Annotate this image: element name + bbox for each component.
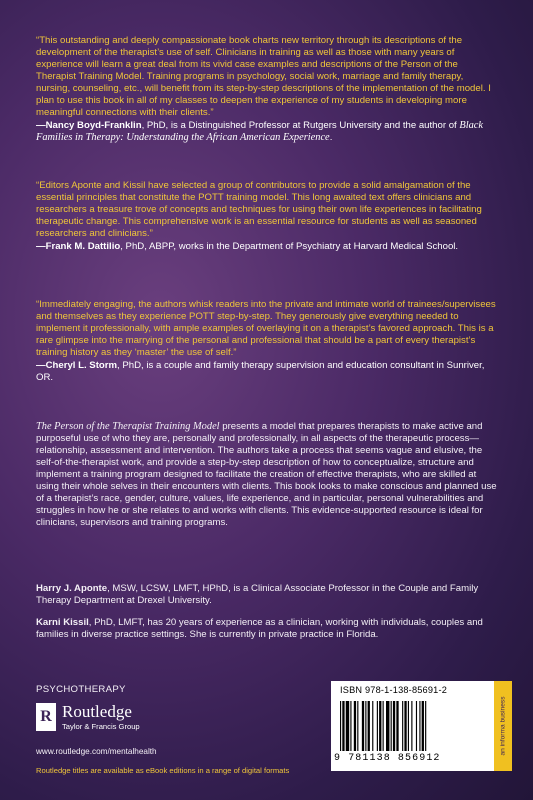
- publisher-logo: [36, 703, 276, 743]
- author-bio-2: [36, 617, 498, 641]
- informa-band: [494, 681, 512, 771]
- endorser-book-title: Black Families in Therapy: Understanding the African American Experience: [36, 120, 484, 143]
- author-text: , PhD, LMFT, has 20 years of experience as a clinician, working with individuals, couples and families in diverse practice settings. She is currently in private practice in Florida.: [36, 617, 483, 640]
- barcode-bar: [422, 701, 424, 751]
- author-text: , MSW, LCSW, LMFT, HPhD, is a Clinical Associate Professor in the Couple and Family Therapy Department at Drexel University.: [36, 583, 479, 606]
- routledge-mark-icon: R: [36, 703, 56, 731]
- endorser-name: —Cheryl L. Storm: [36, 360, 118, 371]
- author-name: Karni Kissil: [36, 617, 89, 628]
- author-bio-1: [36, 583, 498, 607]
- barcode-bar: [404, 701, 406, 751]
- barcode-bar: [386, 701, 389, 751]
- barcode-bar: [365, 701, 366, 751]
- endorser-tail: .: [329, 132, 333, 143]
- barcode-bar: [383, 701, 384, 751]
- publisher-url[interactable]: www.routledge.com/mentalhealth: [36, 747, 157, 756]
- endorsement-3: [36, 299, 498, 384]
- endorsement-quote: “This outstanding and deeply compassionate book charts new territory through its descriptions of the development of the therapist’s use of self. Clinicians in training as well as those with many years of experience will learn a great deal from its vivid case examples and descriptions of the Person of the Therapist Training Model. Training programs in psychology, social work, marriage and family therapy, nursing, counseling, etc., will benefit from its step-by-step descriptions of the implementation of the model. I plan to use this book in all of my classes to deepen the experience of my students in developing more meaningful connections with their clients.”: [36, 35, 491, 118]
- barcode-bar: [340, 701, 341, 751]
- endorsement-attribution: [36, 241, 498, 253]
- barcode-bar: [391, 701, 392, 751]
- endorsement-attribution: [36, 120, 498, 144]
- endorser-credentials: , PhD, ABPP, works in the Department of Psychiatry at Harvard Medical School.: [120, 241, 459, 252]
- book-title: The Person of the Therapist Training Model: [36, 421, 220, 432]
- endorser-credentials: , PhD, is a Distinguished Professor at Rutgers University and the author of: [141, 120, 460, 131]
- barcode-bar: [362, 701, 364, 751]
- barcode-bar: [357, 701, 358, 751]
- endorsement-quote: “Editors Aponte and Kissil have selected a group of contributors to provide a solid amalgamation of the essential principles that constitute the POTT training model. This long awaited text offers clinicians and researchers a treasure trove of concepts and techniques for using their own life experiences in facilitating therapeutic change. This comprehensive work is an essential resource for students as well as seasoned researchers and clinicians.”: [36, 180, 482, 239]
- barcode-bar: [372, 701, 373, 751]
- description-body: presents a model that prepares therapists to make active and purposeful use of who they are, personally and professionally, in all aspects of the therapeutic process—relationship, assessment and intervention. The authors take a process that seems vague and elusive, the self-of-the-therapist work, and provide a step-by-step description of how to conceptualize, structure and implement a training program designed to facilitate the creation of effective therapists, who are skilled at using their whole selves in their encounters with clients. This book looks to make conscious and planned use of a therapist’s race, gender, culture, values, life experience, and in particular, personal vulnerabilities and struggles in how he or she relates to and works with clients. This evidence-supported resource is ideal for clinicians, supervisors and training programs.: [36, 421, 497, 528]
- barcode-icon: [340, 701, 488, 751]
- endorsement-1: [36, 35, 498, 144]
- endorser-name: —Nancy Boyd-Franklin: [36, 120, 142, 131]
- endorser-credentials: , PhD, is a couple and family therapy supervision and education consultant in Sunriver, OR.: [36, 360, 485, 383]
- barcode-bar: [368, 701, 370, 751]
- barcode-bar: [411, 701, 412, 751]
- book-description: [36, 421, 498, 529]
- barcode-bar: [408, 701, 409, 751]
- endorsement-quote: “Immediately engaging, the authors whisk readers into the private and intimate world of trainees/supervisees and themselves as they experience POTT step-by-step. They generously give everything needed to implement it professionally, with ample examples of overlaying it on a therapist’s favored approach. This is a rare glimpse into the marrying of the personal and professional that should be a part of every therapist’s training history as they ‘master’ the use of self.”: [36, 299, 496, 358]
- barcode-bar: [416, 701, 417, 751]
- isbn-text: ISBN 978-1-138-85691-2: [340, 685, 448, 695]
- endorsement-2: [36, 180, 498, 253]
- author-name: Harry J. Aponte: [36, 583, 108, 594]
- publisher-name: Routledge: [62, 702, 132, 721]
- barcode-bar: [425, 701, 426, 751]
- barcode-bar: [402, 701, 403, 751]
- barcode-bar: [377, 701, 378, 751]
- endorsement-attribution: [36, 360, 498, 384]
- barcode-bar: [346, 701, 349, 751]
- publisher-group: Taylor & Francis Group: [62, 722, 140, 731]
- subject-category: PSYCHOTHERAPY: [36, 684, 126, 695]
- barcode-bar: [354, 701, 356, 751]
- barcode-bar: [342, 701, 344, 751]
- barcode-bar: [419, 701, 420, 751]
- barcode-digits: 9 781138 856912: [334, 753, 441, 764]
- informa-label: an informa business: [499, 696, 507, 756]
- ebook-note: Routledge titles are available as eBook editions in a range of digital formats: [36, 766, 290, 775]
- barcode-bar: [396, 701, 398, 751]
- barcode-bar: [393, 701, 395, 751]
- barcode-bar: [350, 701, 351, 751]
- barcode-panel: [331, 681, 512, 771]
- barcode-bar: [379, 701, 381, 751]
- endorser-name: —Frank M. Dattilio: [36, 241, 121, 252]
